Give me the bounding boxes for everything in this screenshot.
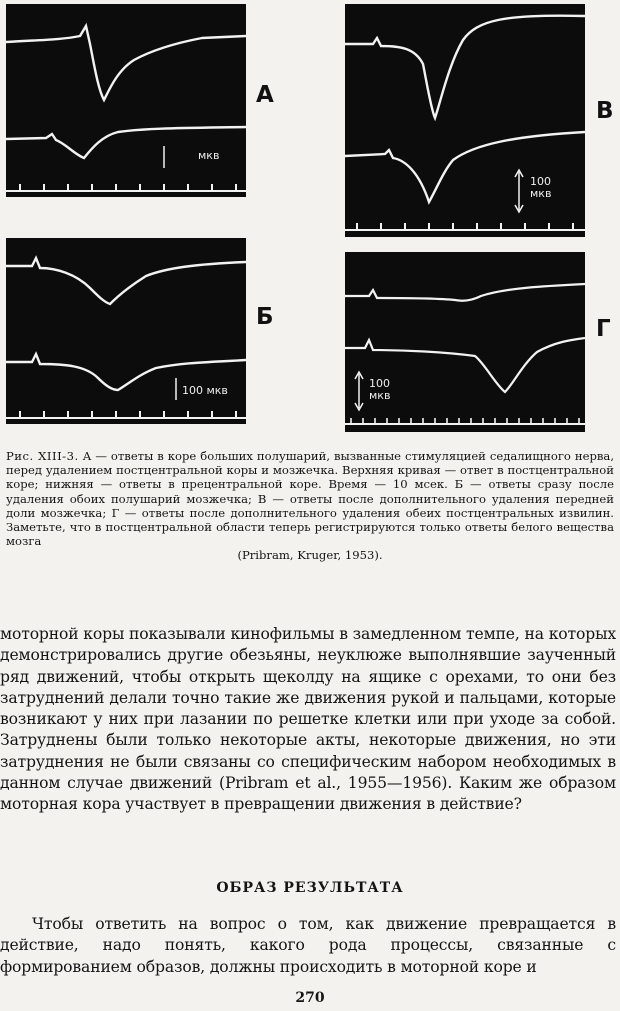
figure-caption bbox=[6, 449, 614, 563]
panel-c-scale: 100 мкв bbox=[182, 384, 228, 397]
panel-d-scale: 100 мкв bbox=[369, 377, 391, 402]
figure-label: Рис. XIII-3. bbox=[6, 449, 79, 463]
section-heading: ОБРАЗ РЕЗУЛЬТАТА bbox=[216, 880, 404, 896]
figure-panel-b bbox=[345, 4, 585, 237]
caption-text: А — ответы в коре больших полушарий, вызванные стимуляцией седалищного нерва, перед удалением постцентральной коры и мозжечка. Верхняя кривая — ответ в постцентральной коре; нижняя — ответы в прецентральной коре. Время — 10 мсек. Б — ответы сразу после удаления обоих полушарий мозжечка; В — ответы после дополнительного удаления передней доли мозжечка; Г — ответы после дополнительного удаления обеих постцентральных извилин. Заметьте, что в постцентральной области теперь регистрируются только ответы белого вещества мозга bbox=[6, 449, 615, 549]
panel-b-scale: 100 мкв bbox=[530, 175, 552, 200]
body-paragraph-2: Чтобы ответить на вопрос о том, как движение превращается в действие, надо понять, какого рода процессы, связанные с формированием образов, должны происходить в моторной коре и bbox=[0, 915, 616, 976]
panel-a-scale: мкв bbox=[198, 149, 220, 162]
panel-d-traces bbox=[345, 252, 585, 432]
panel-c-label: Б bbox=[256, 304, 274, 330]
body-paragraph-1: моторной коры показывали кинофильмы в замедленном темпе, на которых демонстрировались другие обезьяны, неуклюже выполнявшие заученный ряд движений, чтобы открыть щеколду на ящике с орехами, то они без затруднений делали точно такие же движения рукой и пальцами, которые возникают у них при лазании по решетке клетки или при уходе за собой. Затруднены были только некоторые акты, некоторые движения, но эти затруднения не были связаны со специфическим набором необходимых в данном случае движений (Pribram et al., 1955—1956). Каким же образом моторная кора участвует в превращении движения в действие? bbox=[0, 625, 616, 814]
panel-b-traces bbox=[345, 4, 585, 237]
figure-panel-d bbox=[345, 252, 585, 432]
panel-b-label: В bbox=[596, 98, 614, 124]
figure-panel-c bbox=[6, 238, 246, 424]
panel-a-label: А bbox=[256, 82, 274, 108]
caption-citation: (Pribram, Kruger, 1953). bbox=[237, 548, 383, 563]
panel-d-label: Г bbox=[596, 316, 611, 342]
panel-a-traces bbox=[6, 4, 246, 197]
page-number: 270 bbox=[295, 990, 325, 1006]
figure-panel-a bbox=[6, 4, 246, 197]
